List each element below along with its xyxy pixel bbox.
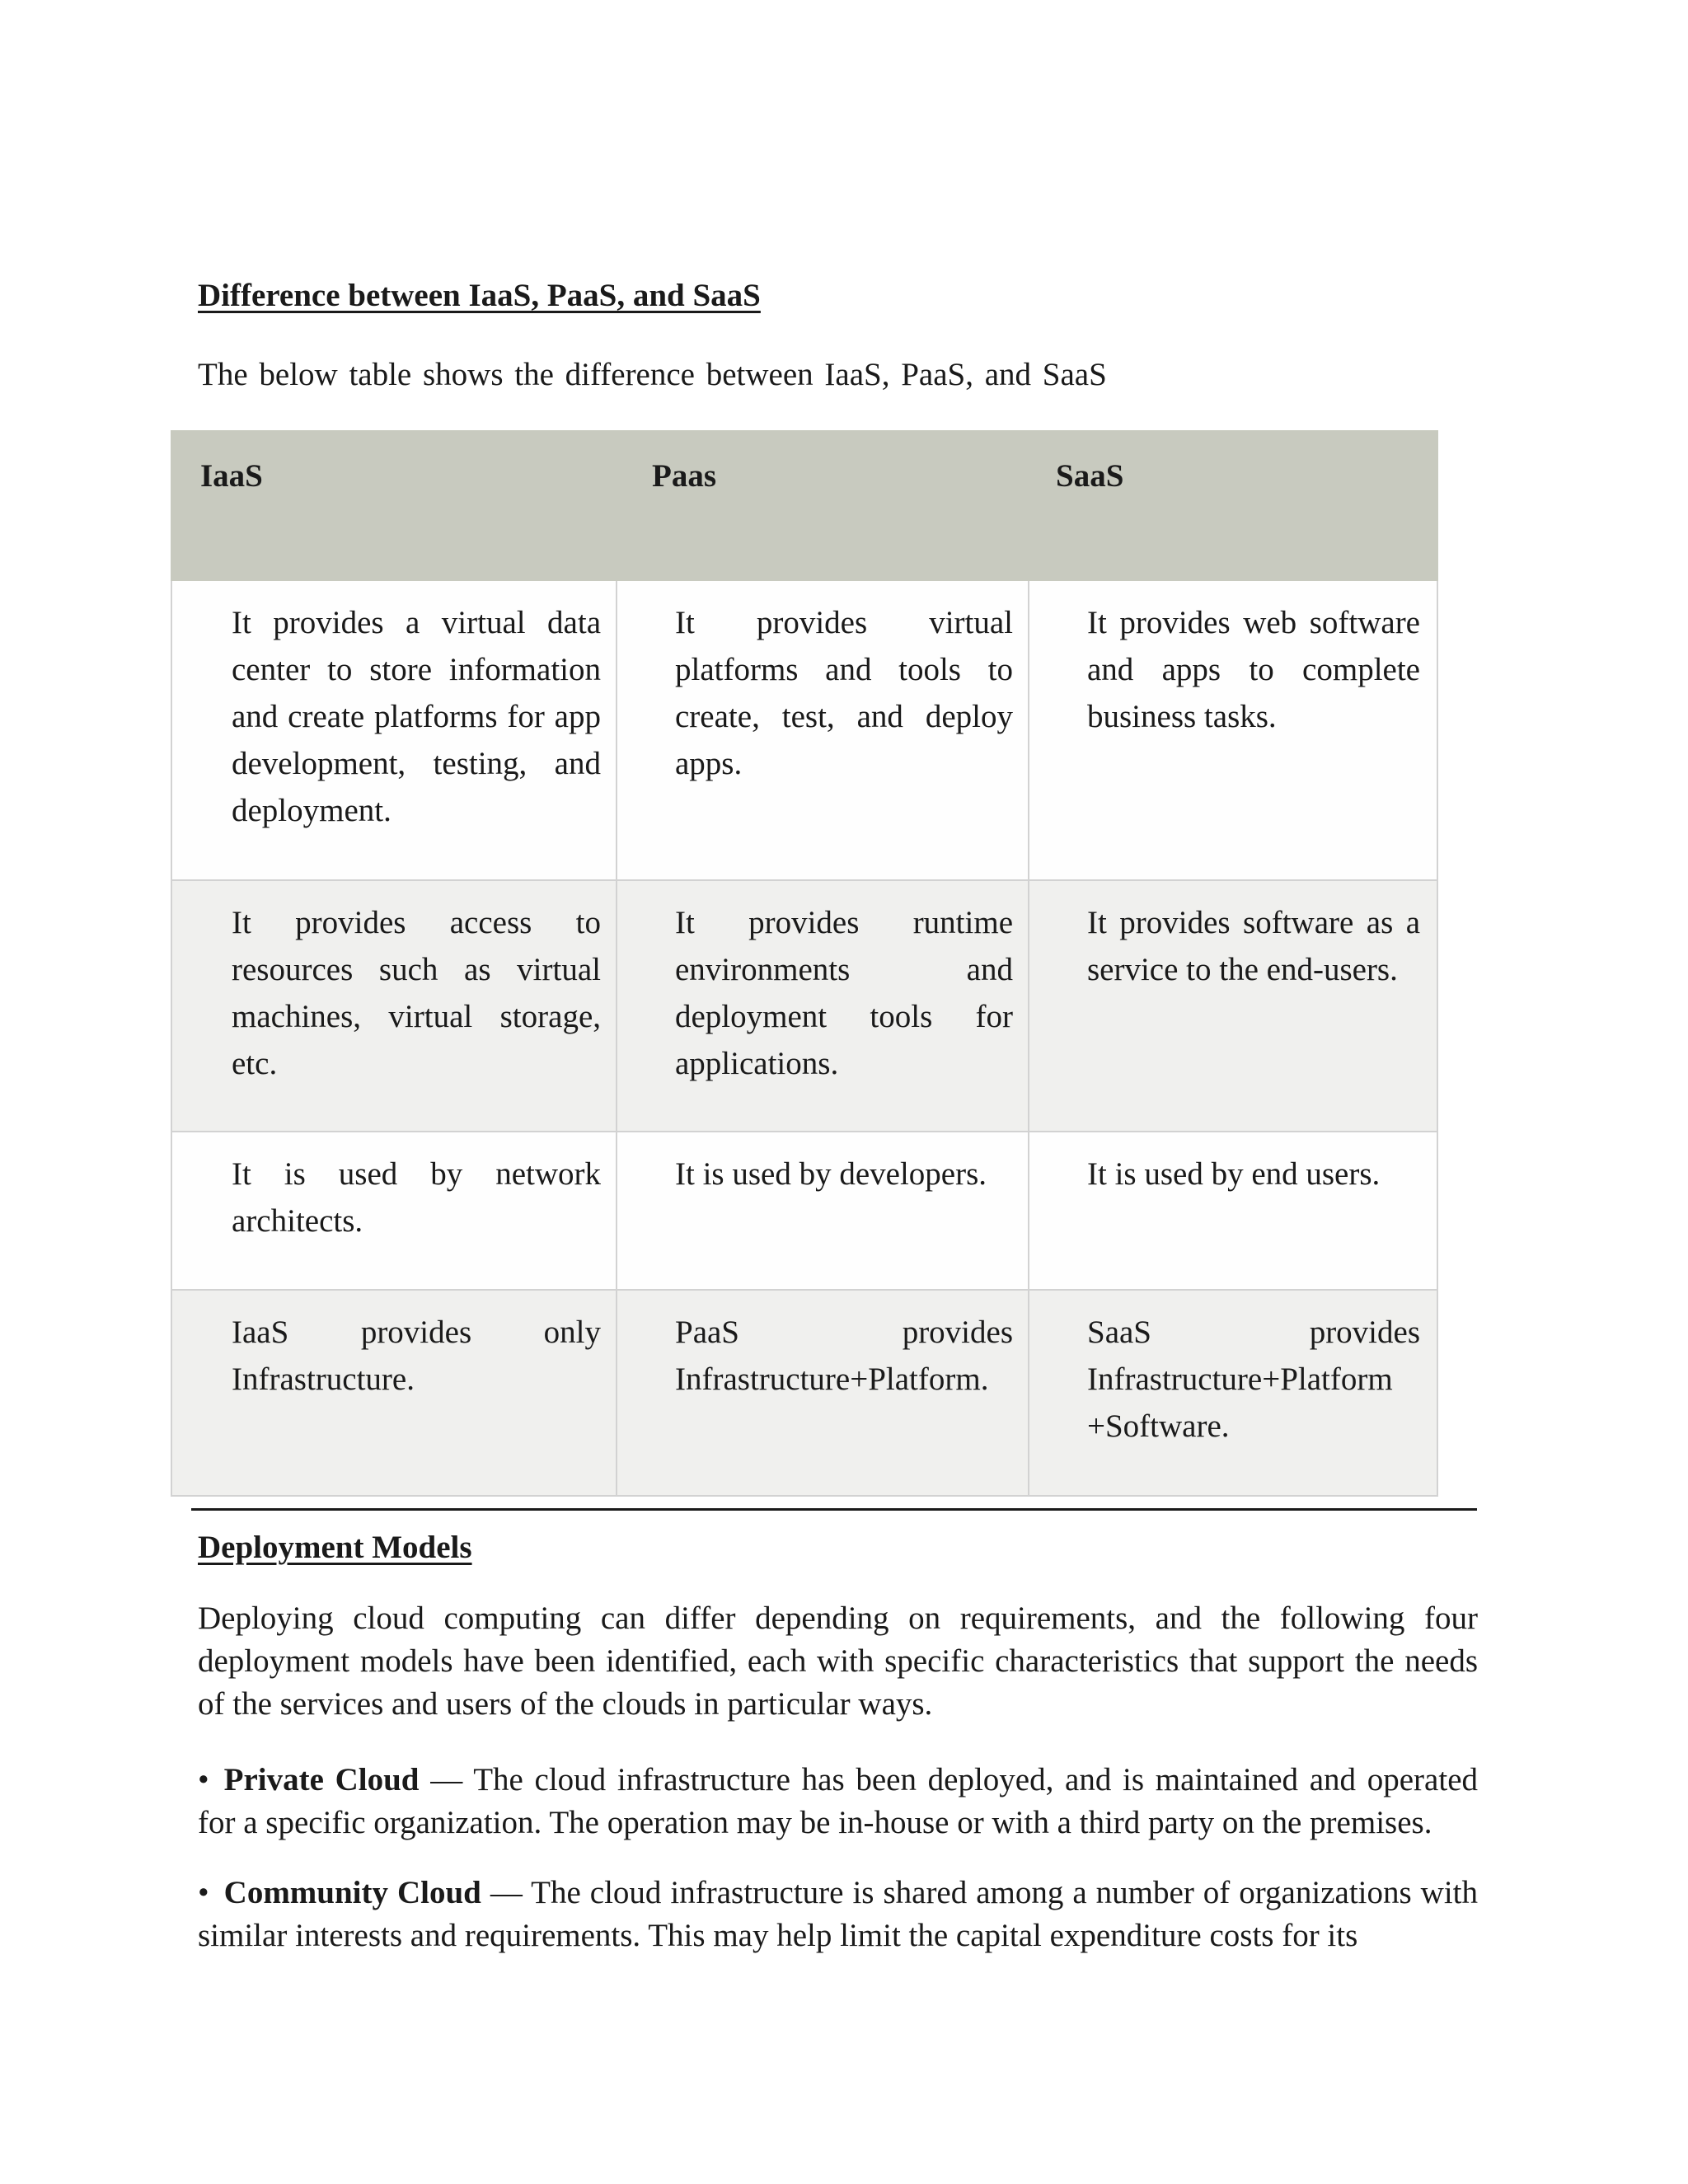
table-cell: It provides a virtual data center to store information and create platforms for app development, testing, and deployment. <box>171 580 617 880</box>
table-cell: It provides runtime environments and deployment tools for applications. <box>617 880 1029 1132</box>
horizontal-rule <box>191 1508 1477 1511</box>
section-heading-deployment-models: Deployment Models <box>198 1530 472 1565</box>
table-cell: It is used by end users. <box>1029 1132 1437 1290</box>
table-cell: It provides web software and apps to complete business tasks. <box>1029 580 1437 880</box>
table-cell: PaaS provides Infrastructure+Platform. <box>617 1290 1029 1496</box>
table-cell: It provides software as a service to the end-users. <box>1029 880 1437 1132</box>
table-row <box>171 580 1437 880</box>
bullet-private-cloud <box>198 1759 1478 1844</box>
table-cell: IaaS provides only Infrastructure. <box>171 1290 617 1496</box>
bullet-text: — The cloud infrastructure has been deployed, and is maintained and operated for a specific organization. The operation may be in-house or with a third party on the premises. <box>198 1762 1479 1840</box>
table-cell: SaaS provides Infrastructure+Platform +Software. <box>1029 1290 1437 1496</box>
table-row <box>171 880 1437 1132</box>
bullet-text: — The cloud infrastructure is shared among a number of organizations with similar interests and requirements. This may help limit the capital expenditure costs for its <box>198 1875 1478 1953</box>
bullet-marker: • <box>198 1762 209 1797</box>
section-heading-service-comparison: Difference between IaaS, PaaS, and SaaS <box>198 278 761 313</box>
table-header-row <box>171 431 1437 580</box>
deployment-intro-paragraph: Deploying cloud computing can differ depending on requirements, and the following four deployment models have been identified, each with specific characteristics that support the needs of the services and users of the clouds in particular ways. <box>198 1601 1478 1722</box>
intro-sentence: The below table shows the difference between IaaS, PaaS, and SaaS <box>198 357 1107 392</box>
header-paas: Paas <box>617 431 1029 580</box>
bullet-term: Private Cloud <box>223 1762 420 1797</box>
bullet-term: Community Cloud <box>223 1875 481 1910</box>
table-cell: It provides access to resources such as virtual machines, virtual storage, etc. <box>171 880 617 1132</box>
table-cell: It is used by developers. <box>617 1132 1029 1290</box>
table-row <box>171 1290 1437 1496</box>
table-cell: It is used by network architects. <box>171 1132 617 1290</box>
comparison-table <box>171 430 1438 1497</box>
header-iaas: IaaS <box>171 431 617 580</box>
table-cell: It provides virtual platforms and tools to create, test, and deploy apps. <box>617 580 1029 880</box>
bullet-community-cloud <box>198 1872 1478 1957</box>
header-saas: SaaS <box>1029 431 1437 580</box>
bullet-marker: • <box>198 1875 209 1910</box>
table-row <box>171 1132 1437 1290</box>
